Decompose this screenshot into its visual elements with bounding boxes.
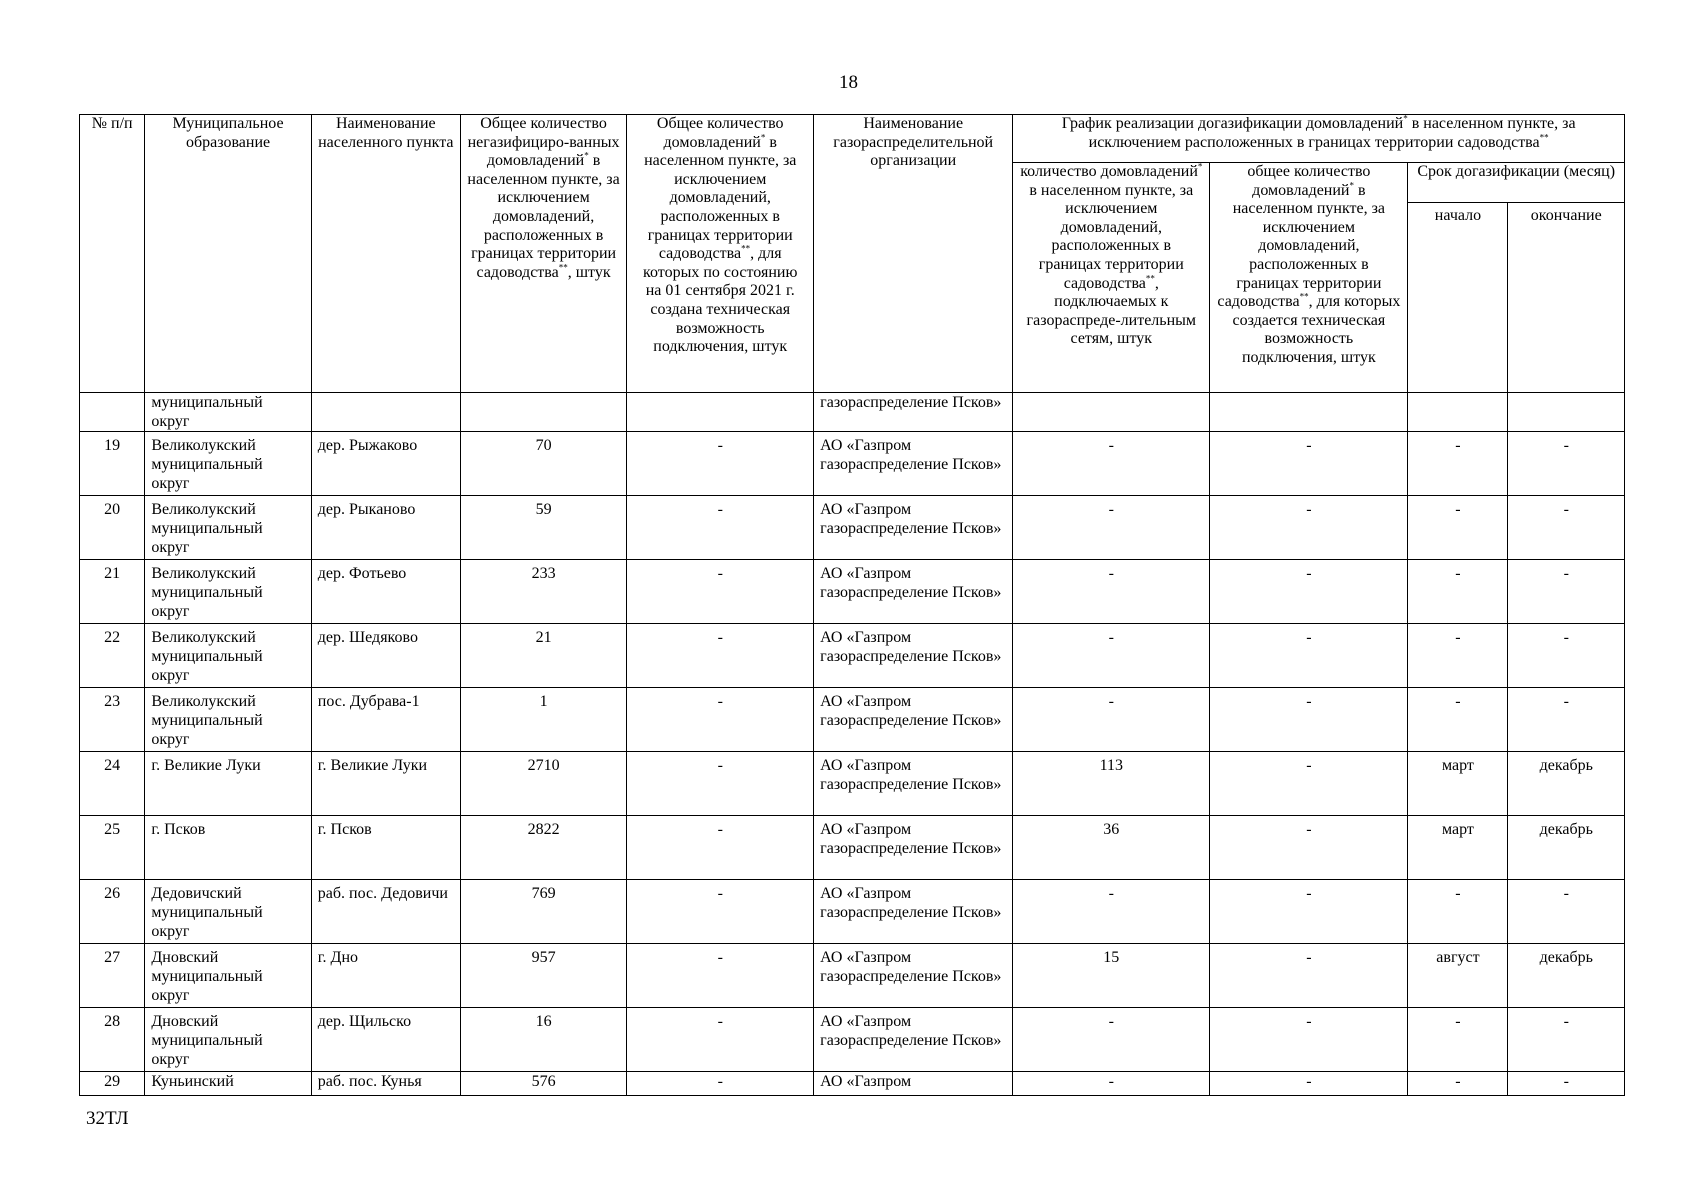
header-municipality: Муниципальное образование [145, 115, 311, 393]
cell-gdo: газораспределение Псков» [814, 393, 1013, 432]
cell-num: 27 [80, 944, 145, 1008]
table-row [80, 688, 1625, 752]
header-count-connect: количество домовладений* в населенном пункте, за исключением домовладений, расположенных в границах территории садоводства**, подключаемых к газораспреде-лительным сетям, штук [1013, 163, 1210, 393]
header-term: Срок догазификации (месяц) [1408, 163, 1625, 203]
cell-end: - [1508, 560, 1625, 624]
header-schedule: График реализации догазификации домовладений* в населенном пункте, за исключением расположенных в границах территории садоводства** [1013, 115, 1625, 163]
table-row [80, 560, 1625, 624]
cell-count-create: - [1210, 624, 1408, 688]
cell-count-create: - [1210, 496, 1408, 560]
cell-total-ungasified: 233 [460, 560, 626, 624]
cell-gdo: АО «Газпром газораспределение Псков» [814, 1008, 1013, 1072]
cell-count-connect: - [1013, 880, 1210, 944]
header-start: начало [1408, 203, 1508, 393]
cell-gdo: АО «Газпром газораспределение Псков» [814, 496, 1013, 560]
table-row [80, 880, 1625, 944]
cell-count-create: - [1210, 432, 1408, 496]
cell-count-connect: - [1013, 560, 1210, 624]
cell-count-connect: - [1013, 496, 1210, 560]
cell-settlement: дер. Шедяково [311, 624, 460, 688]
table-row [80, 624, 1625, 688]
cell-end: - [1508, 880, 1625, 944]
cell-total-ungasified: 21 [460, 624, 626, 688]
cell-municipality: г. Великие Луки [145, 752, 311, 816]
cell-count-connect: 15 [1013, 944, 1210, 1008]
cell-count-connect: - [1013, 624, 1210, 688]
cell-settlement: раб. пос. Дедовичи [311, 880, 460, 944]
cell-settlement: раб. пос. Кунья [311, 1072, 460, 1096]
cell-end: - [1508, 1008, 1625, 1072]
cell-settlement: дер. Щильско [311, 1008, 460, 1072]
cell-gdo: АО «Газпром газораспределение Псков» [814, 752, 1013, 816]
header-end: окончание [1508, 203, 1625, 393]
cell-num: 24 [80, 752, 145, 816]
gasification-table [79, 114, 1625, 1096]
cell-start: - [1408, 880, 1508, 944]
cell-end: - [1508, 688, 1625, 752]
cell-settlement: пос. Дубрава-1 [311, 688, 460, 752]
cell-total-ungasified: 957 [460, 944, 626, 1008]
cell-count-create: - [1210, 688, 1408, 752]
cell-municipality: Великолукский муниципальный округ [145, 560, 311, 624]
header-total-tech-possible: Общее количество домовладений* в населенном пункте, за исключением домовладений, расположенных в границах территории садоводства**, для которых по состоянию на 01 сентября 2021 г. создана техническая возможность подключения, штук [627, 115, 814, 393]
cell-count-create: - [1210, 1008, 1408, 1072]
cell-count-create: - [1210, 752, 1408, 816]
header-gas-distribution-org: Наименование газораспределительной организации [814, 115, 1013, 393]
cell-total-ungasified: 2710 [460, 752, 626, 816]
header-total-ungasified: Общее количество негазифициро-ванных домовладений* в населенном пункте, за исключением домовладений, расположенных в границах территории садоводства**, штук [460, 115, 626, 393]
cell-start: - [1408, 560, 1508, 624]
cell-count-connect: - [1013, 432, 1210, 496]
cell-gdo: АО «Газпром газораспределение Псков» [814, 816, 1013, 880]
cell-gdo: АО «Газпром газораспределение Псков» [814, 432, 1013, 496]
cell-count-create: - [1210, 816, 1408, 880]
cell-total-ungasified: 16 [460, 1008, 626, 1072]
cell-total-tech-possible: - [627, 624, 814, 688]
cell-municipality: Великолукский муниципальный округ [145, 496, 311, 560]
cell-end: - [1508, 1072, 1625, 1096]
cell-num: 23 [80, 688, 145, 752]
cell-count-connect: - [1013, 688, 1210, 752]
cell-gdo: АО «Газпром газораспределение Псков» [814, 880, 1013, 944]
table-row [80, 1008, 1625, 1072]
cell-gdo: АО «Газпром газораспределение Псков» [814, 624, 1013, 688]
cell-total-tech-possible: - [627, 432, 814, 496]
cell-end: декабрь [1508, 944, 1625, 1008]
cell-num: 28 [80, 1008, 145, 1072]
cell-total-tech-possible: - [627, 1072, 814, 1096]
cell-count-connect: - [1013, 1072, 1210, 1096]
table-row-continuation [80, 393, 1625, 432]
cell-count-connect: - [1013, 1008, 1210, 1072]
cell-total-ungasified: 576 [460, 1072, 626, 1096]
cell-num: 22 [80, 624, 145, 688]
cell-start: - [1408, 1072, 1508, 1096]
cell-municipality: муниципальный округ [145, 393, 311, 432]
table-body [80, 393, 1625, 1096]
cell-municipality: Дедовичский муниципальный округ [145, 880, 311, 944]
cell-municipality: Великолукский муниципальный округ [145, 688, 311, 752]
cell-total-ungasified: 769 [460, 880, 626, 944]
cell-total-tech-possible: - [627, 1008, 814, 1072]
cell-end: - [1508, 432, 1625, 496]
cell-total-ungasified: 70 [460, 432, 626, 496]
cell-start: - [1408, 624, 1508, 688]
cell-num: 21 [80, 560, 145, 624]
cell-start: - [1408, 432, 1508, 496]
cell-total-tech-possible: - [627, 560, 814, 624]
cell-start: март [1408, 752, 1508, 816]
cell-municipality: Дновский муниципальный округ [145, 944, 311, 1008]
cell-num: 26 [80, 880, 145, 944]
cell-count-create: - [1210, 880, 1408, 944]
cell-settlement: г. Псков [311, 816, 460, 880]
page-number: 18 [839, 72, 858, 93]
header-count-create: общее количество домовладений* в населенном пункте, за исключением домовладений, расположенных в границах территории садоводства**, для которых создается техническая возможность подключения, штук [1210, 163, 1408, 393]
cell-municipality: Куньинский [145, 1072, 311, 1096]
cell-gdo: АО «Газпром газораспределение Псков» [814, 944, 1013, 1008]
cell-total-tech-possible: - [627, 944, 814, 1008]
cell-count-create: - [1210, 944, 1408, 1008]
cell-gdo: АО «Газпром газораспределение Псков» [814, 560, 1013, 624]
cell-settlement: г. Великие Луки [311, 752, 460, 816]
cell-total-tech-possible: - [627, 496, 814, 560]
table-row [80, 496, 1625, 560]
table-row [80, 752, 1625, 816]
cell-count-connect: 36 [1013, 816, 1210, 880]
cell-num: 29 [80, 1072, 145, 1096]
cell-settlement: дер. Рыжаково [311, 432, 460, 496]
cell-total-ungasified: 2822 [460, 816, 626, 880]
cell-count-connect: 113 [1013, 752, 1210, 816]
cell-gdo: АО «Газпром [814, 1072, 1013, 1096]
table-header [80, 115, 1625, 393]
table-row [80, 432, 1625, 496]
cell-total-ungasified: 59 [460, 496, 626, 560]
table-row [80, 816, 1625, 880]
cell-settlement: дер. Фотьево [311, 560, 460, 624]
cell-count-create: - [1210, 1072, 1408, 1096]
cell-end: - [1508, 496, 1625, 560]
cell-total-tech-possible: - [627, 688, 814, 752]
cell-settlement: дер. Рыканово [311, 496, 460, 560]
cell-start: - [1408, 688, 1508, 752]
header-num: № п/п [80, 115, 145, 393]
cell-municipality: Великолукский муниципальный округ [145, 624, 311, 688]
cell-start: - [1408, 496, 1508, 560]
cell-start: март [1408, 816, 1508, 880]
cell-num: 19 [80, 432, 145, 496]
cell-municipality: Дновский муниципальный округ [145, 1008, 311, 1072]
table-row [80, 1072, 1625, 1096]
document-code: 32ТЛ [86, 1108, 129, 1129]
cell-end: - [1508, 624, 1625, 688]
cell-start: - [1408, 1008, 1508, 1072]
cell-end: декабрь [1508, 752, 1625, 816]
table-row [80, 944, 1625, 1008]
cell-end: декабрь [1508, 816, 1625, 880]
cell-municipality: Великолукский муниципальный округ [145, 432, 311, 496]
cell-total-tech-possible: - [627, 752, 814, 816]
cell-num: 25 [80, 816, 145, 880]
cell-num: 20 [80, 496, 145, 560]
cell-count-create: - [1210, 560, 1408, 624]
cell-gdo: АО «Газпром газораспределение Псков» [814, 688, 1013, 752]
cell-municipality: г. Псков [145, 816, 311, 880]
cell-settlement: г. Дно [311, 944, 460, 1008]
cell-total-tech-possible: - [627, 880, 814, 944]
cell-total-ungasified: 1 [460, 688, 626, 752]
cell-start: август [1408, 944, 1508, 1008]
header-settlement: Наименование населенного пункта [311, 115, 460, 393]
cell-total-tech-possible: - [627, 816, 814, 880]
